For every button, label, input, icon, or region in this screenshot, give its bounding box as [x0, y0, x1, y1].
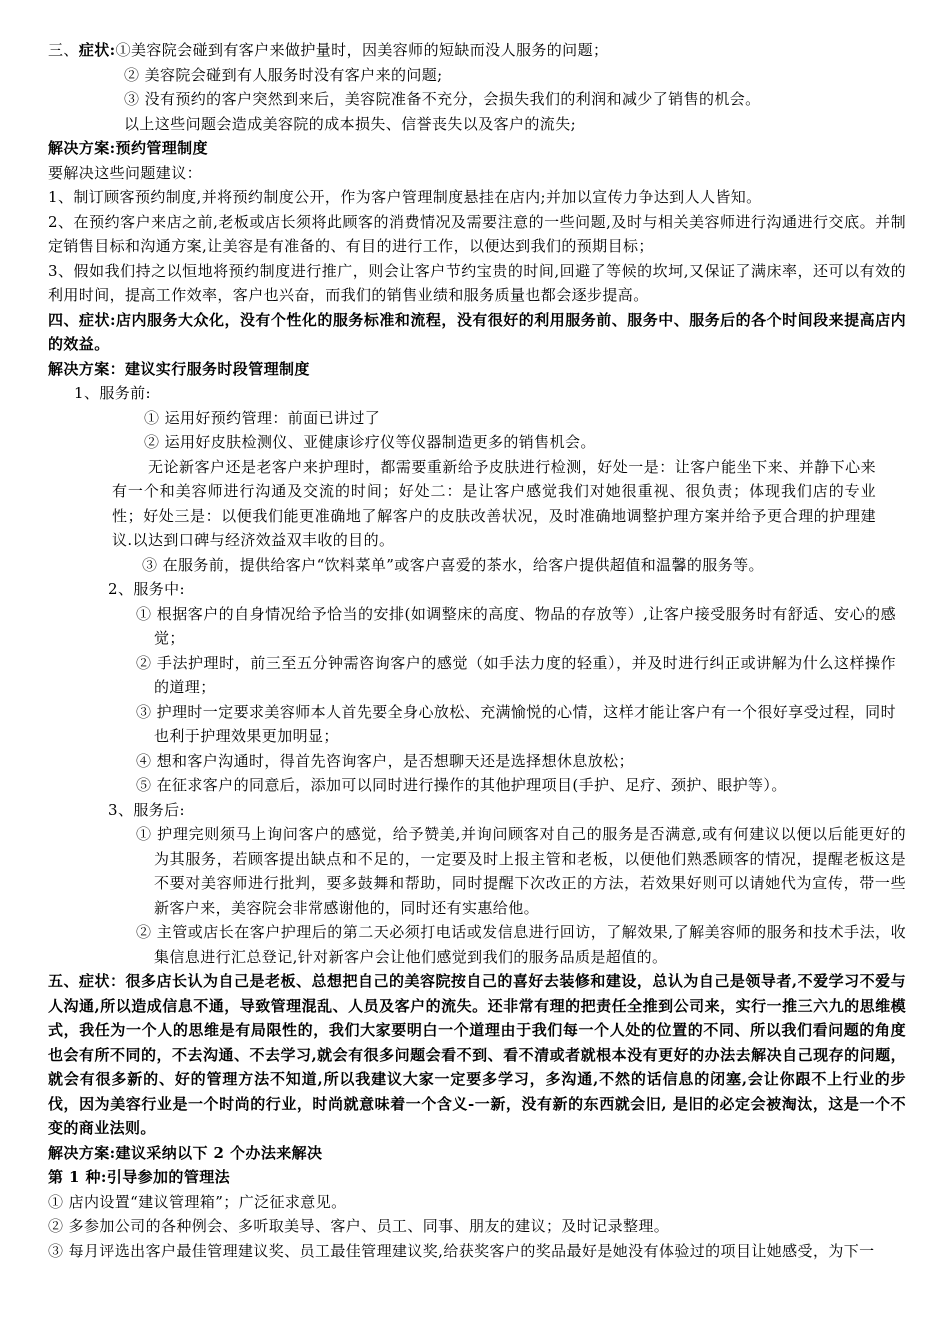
during-service-title: 2、服务中:	[108, 580, 185, 598]
before-service-point1: ① 运用好预约管理：前面已讲过了	[144, 408, 381, 427]
during-service-point5: ⑤ 在征求客户的同意后，添加可以同时进行操作的其他护理项目(手护、足疗、颈护、眼护等）。	[136, 776, 787, 794]
before-service-point3: ③ 在服务前，提供给客户“饮料菜单”或客户喜爱的茶水，给客户提供超值和温馨的服务等。	[142, 555, 764, 574]
section4-solution-title: 解决方案：建议实行服务时段管理制度	[48, 359, 310, 378]
section3-symptom-line2: ② 美容院会碰到有人服务时没有客户来的问题;	[124, 65, 443, 84]
section3-solution-title: 解决方案:预约管理制度	[48, 139, 208, 157]
section3-intro: 要解决这些问题建议：	[48, 163, 203, 182]
after-service-title: 3、服务后:	[108, 800, 185, 819]
method1-title: 第 1 种:引导参加的管理法	[48, 1168, 231, 1186]
during-service-point4: ④ 想和客户沟通时，得首先咨询客户，是否想聊天还是选择想休息放松；	[136, 751, 634, 770]
during-service-point3: ③ 护理时一定要求美容师本人首先要全身心放松、充满愉悦的心情，这样才能让客户有一个很好享受过程，同时也利于护理效果更加明显；	[136, 702, 896, 745]
after-service-point2: ② 主管或店长在客户护理后的第二天必须打电话或发信息进行回访，了解效果,了解美容师的服务和技术手法，收集信息进行汇总登记,针对新客户会让他们感觉到我们的服务品质是超值的。	[136, 923, 906, 966]
section3-symptom-line4: 以上这些问题会造成美容院的成本损失、信誉丧失以及客户的流失;	[124, 114, 577, 133]
during-service-point1: ① 根据客户的自身情况给予恰当的安排(如调整床的高度、物品的存放等）,让客户接受服务时有舒适、安心的感觉；	[136, 604, 896, 647]
section3-item2: 2、在预约客户来店之前,老板或店长须将此顾客的消费情况及需要注意的一些问题,及时与相关美容师进行沟通进行交底。并制定销售目标和沟通方案,让美容是有准备的、有目的进行工作，以便达到我们的预期目标；	[48, 212, 906, 255]
method1-point1: ① 店内设置“建议管理箱”；广泛征求意见。	[48, 1192, 347, 1211]
before-service-paragraph: 无论新客户还是老客户来护理时，都需要重新给予皮肤进行检测，好处一是：让客户能坐下来、并静下心来有一个和美容师进行沟通及交流的时间；好处二：是让客户感觉我们对她很重视、很负责；体现我们店的专业性；好处三是：以便我们能更准确地了解客户的皮肤改善状况，及时准确地调整护理方案并给予更合理的护理建议.以达到口碑与经济效益双丰收的目的。	[112, 457, 876, 549]
after-service-point1: ① 护理完则须马上询问客户的感觉，给予赞美,并询问顾客对自己的服务是否满意,或有何建议以便以后能更好的为其服务，若顾客提出缺点和不足的，一定要及时上报主管和老板，以便他们熟悉顾客的情况，提醒老板这是不要对美容师进行批判，要多鼓舞和帮助，同时提醒下次改正的方法，若效果好则可以请她代为宣传，带一些新客户来，美容院会非常感谢他的，同时还有实惠给他。	[136, 825, 906, 917]
section3-item1: 1、制订顾客预约制度,并将预约制度公开，作为客户管理制度悬挂在店内;并加以宣传力争达到人人皆知。	[48, 188, 762, 206]
during-service-point2: ② 手法护理时，前三至五分钟需咨询客户的感觉（如手法力度的轻重），并及时进行纠正或讲解为什么这样操作的道理；	[136, 653, 896, 696]
method1-point2: ② 多参加公司的各种例会、多听取美导、客户、员工、同事、朋友的建议；及时记录整理。	[48, 1217, 670, 1235]
section3-symptom-line1: 三、症状:①美容院会碰到有客户来做护量时，因美容师的短缺而没人服务的问题；	[48, 41, 609, 59]
section3-item3: 3、假如我们持之以恒地将预约制度进行推广，则会让客户节约宝贵的时间,回避了等候的坎坷,又保证了满床率，还可以有效的利用时间，提高工作效率，客户也兴奋，而我们的销售业绩和服务质量也都会逐步提高。	[48, 261, 906, 304]
before-service-point2: ② 运用好皮肤检测仪、亚健康诊疗仪等仪器制造更多的销售机会。	[144, 433, 596, 451]
section5-solution-title: 解决方案:建议采纳以下 2 个办法来解决	[48, 1143, 323, 1162]
section3-symptom-line3: ③ 没有预约的客户突然到来后，美容院准备不充分，会损失我们的利润和减少了销售的机会。	[124, 90, 761, 108]
section4-symptom: 四、症状:店内服务大众化，没有个性化的服务标准和流程，没有很好的利用服务前、服务中、服务后的各个时间段来提高店内的效益。	[48, 310, 906, 353]
before-service-title: 1、服务前:	[74, 384, 151, 402]
section5-symptom: 五、症状：很多店长认为自己是老板、总想把自己的美容院按自己的喜好去装修和建设，总认为自己是领导者,不爱学习不爱与人沟通,所以造成信息不通，导致管理混乱、人员及客户的流失。还非常有理的把责任全推到公司来，实行一推三六九的思维模式，我任为一个人的思维是有局限性的，我们大家要明白一个道理由于我们每一个人处的位置的不同、所以我们看问题的角度也会有所不同的，不去沟通、不去学习,就会有很多问题会看不到、看不清或者就根本没有更好的办法去解决自己现存的问题，就会有很多新的、好的管理方法不知道,所以我建议大家一定要多学习，多沟通,不然的话信息的闭塞,会让你跟不上行业的步伐，因为美容行业是一个时尚的行业，时尚就意味着一个含义-一新，没有新的东西就会旧, 是旧的必定会被淘汰，这是一个不变的商业法则。	[48, 972, 906, 1137]
method1-point3: ③ 每月评选出客户最佳管理建议奖、员工最佳管理建议奖,给获奖客户的奖品最好是她没有体验过的项目让她感受，为下一	[48, 1241, 875, 1260]
